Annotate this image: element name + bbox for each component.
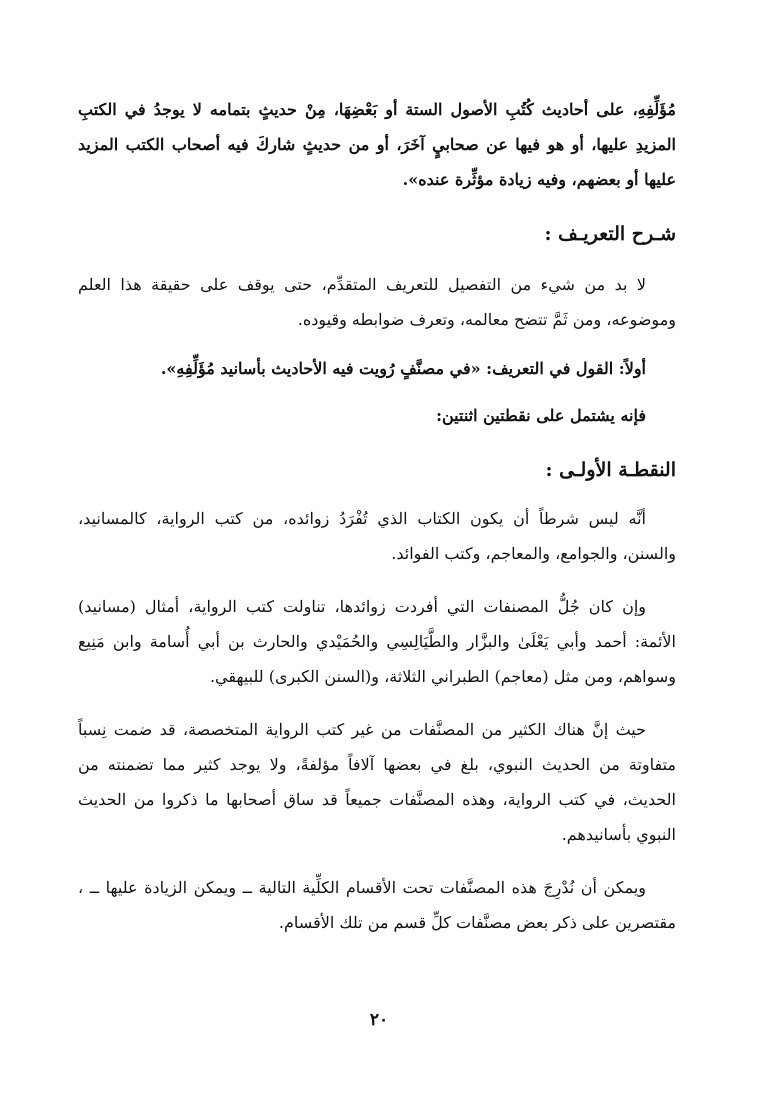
paragraph-intro: لا بد من شيء من التفصيل للتعريف المتقدِّم، حتى يوقف على حقيقة هذا العلم وموضوعه، ومن ثَمَّ تتضح معالمه، وتعرف ضوابطه وقيوده.: [78, 275, 676, 329]
page-body: [78, 92, 676, 958]
paragraph-first-statement: أولاً: القول في التعريف: «في مصنَّفٍ رُويت فيه الأحاديث بأسانيد مُؤَلِّفِهِ».: [160, 359, 646, 378]
paragraph-definition-end: مُؤَلِّفِهِ، على أحاديث كُتُبِ الأصول الستة أو بَعْضِهَا، مِنْ حديثٍ بتمامه لا يوجدُ في الكتبِ المزيدِ عليها، أو هو فيها عن صحابيٍ آخَرَ، أو من حديثٍ شاركَ فيه أصحاب الكتب المزيد عليها أو بعضهم، وفيه زيادة مؤثِّرة عنده».: [78, 100, 676, 189]
paragraph-categories: ويمكن أن نُدْرِجَ هذه المصنَّفات تحت الأقسام الكلِّية التالية ــ ويمكن الزيادة عليها ــ ، مقتصرين على ذكر بعض مصنَّفات كلِّ قسم من تلك الأقسام.: [78, 878, 676, 932]
page-number: ٢٠: [369, 1010, 389, 1030]
paragraph-two-points: فإنه يشتمل على نقطتين اثنتين:: [436, 406, 646, 425]
heading-first-point: النقطـة الأولـى :: [545, 459, 676, 481]
heading-definition-explanation: شـرح التعريـف :: [544, 223, 676, 245]
paragraph-musnads: وإن كان جُلُّ المصنفات التي أفردت زوائدها، تناولت كتب الرواية، أمثال (مسانيد) الأئمة: أحمد وأبي يَعْلَىٰ والبزَّار والطَّيَالِسِي والحُمَيْدي والحارث بن أبي أُسامة وابن مَنِيع وسواهم، ومن مثل (معاجم) الطبراني الثلاثة، و(السنن الكبرى) للبيهقي.: [78, 597, 676, 686]
paragraph-other-works: حيث إنَّ هناك الكثير من المصنَّفات من غير كتب الرواية المتخصصة، قد ضمت نِسباً متفاوتة من الحديث النبوي، بلغ في بعضها آلافاً مؤلفةً، ولا يوجد كثير مما تضمنته من الحديث، في كتب الرواية، وهذه المصنَّفات جميعاً قد ساق أصحابها ما ذكروا من الحديث النبوي بأسانيدهم.: [78, 720, 676, 844]
paragraph-first-point: أنَّه ليس شرطاً أن يكون الكتاب الذي تُفْرَدُ زوائده، من كتب الرواية، كالمسانيد، والسنن، والجوامع، والمعاجم، وكتب الفوائد.: [78, 509, 676, 563]
